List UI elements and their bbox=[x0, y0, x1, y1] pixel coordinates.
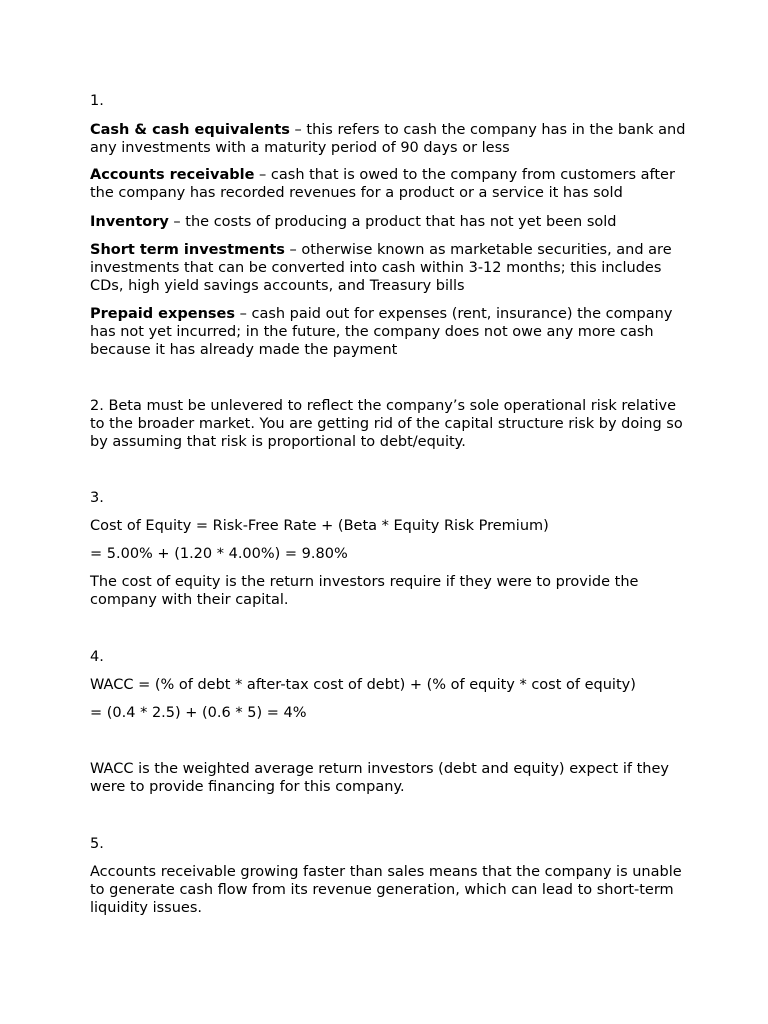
question-5-number: 5. bbox=[90, 836, 104, 852]
question-4-number: 4. bbox=[90, 649, 104, 665]
desc-accounts-receivable: – cash that is owed to the company from customers after the company has recorded revenues for a product or a service it has sold bbox=[90, 167, 675, 201]
term-short-term-investments: Short term investments bbox=[90, 242, 285, 258]
question-3-number: 3. bbox=[90, 490, 104, 506]
q1-item-inventory bbox=[90, 213, 688, 231]
q3-calculation: = 5.00% + (1.20 * 4.00%) = 9.80% bbox=[90, 546, 348, 562]
desc-inventory: – the costs of producing a product that has not yet been sold bbox=[168, 214, 617, 230]
q4-calculation: = (0.4 * 2.5) + (0.6 * 5) = 4% bbox=[90, 705, 307, 721]
q4-formula: WACC = (% of debt * after-tax cost of debt) + (% of equity * cost of equity) bbox=[90, 677, 636, 693]
question-1-number: 1. bbox=[90, 93, 104, 109]
q1-item-prepaid-expenses bbox=[90, 305, 688, 359]
q4-explanation: WACC is the weighted average return investors (debt and equity) expect if they were to provide financing for this company. bbox=[90, 761, 669, 795]
term-accounts-receivable: Accounts receivable bbox=[90, 167, 255, 183]
term-inventory: Inventory bbox=[90, 214, 169, 230]
q1-item-short-term-investments bbox=[90, 241, 688, 295]
desc-short-term-investments: – otherwise known as marketable securities, and are investments that can be converted into cash within 3-12 months; this includes CDs, high yield savings accounts, and Treasury bills bbox=[90, 242, 672, 294]
q1-item-accounts-receivable bbox=[90, 166, 688, 202]
question-5-text: Accounts receivable growing faster than sales means that the company is unable to generate cash flow from its revenue generation, which can lead to short-term liquidity issues. bbox=[90, 864, 682, 916]
question-2-text: 2. Beta must be unlevered to reflect the company’s sole operational risk relative to the broader market. You are getting rid of the capital structure risk by doing so by assuming that risk is proportional to debt/equity. bbox=[90, 398, 683, 450]
term-cash: Cash & cash equivalents bbox=[90, 122, 290, 138]
term-prepaid-expenses: Prepaid expenses bbox=[90, 306, 235, 322]
q3-explanation: The cost of equity is the return investors require if they were to provide the company with their capital. bbox=[90, 574, 639, 608]
desc-prepaid-expenses: – cash paid out for expenses (rent, insurance) the company has not yet incurred; in the future, the company does not owe any more cash because it has already made the payment bbox=[90, 306, 673, 358]
desc-cash: – this refers to cash the company has in the bank and any investments with a maturity period of 90 days or less bbox=[90, 122, 686, 156]
q3-formula: Cost of Equity = Risk-Free Rate + (Beta * Equity Risk Premium) bbox=[90, 518, 549, 534]
q1-item-cash bbox=[90, 121, 688, 157]
